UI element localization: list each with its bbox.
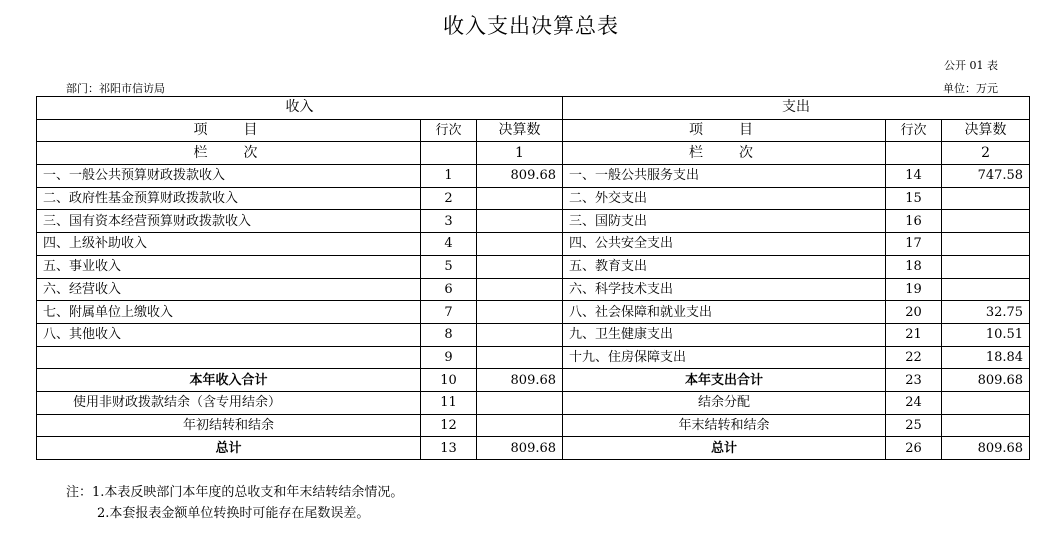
income-row-no: 10 bbox=[421, 369, 477, 392]
table-row bbox=[37, 187, 1030, 210]
income-row-no: 4 bbox=[421, 233, 477, 256]
expense-summary-item: 结余分配 bbox=[563, 391, 886, 414]
expense-item: 六、科学技术支出 bbox=[563, 278, 886, 301]
table-row bbox=[37, 346, 1030, 369]
expense-summary-item: 总计 bbox=[563, 437, 886, 460]
table-row bbox=[37, 233, 1030, 256]
table-body bbox=[37, 97, 1030, 460]
expense-row-no: 21 bbox=[886, 323, 942, 346]
expense-value bbox=[942, 210, 1030, 233]
income-value bbox=[477, 255, 563, 278]
expense-row-no: 14 bbox=[886, 165, 942, 188]
expense-item: 四、公共安全支出 bbox=[563, 233, 886, 256]
income-row-no-header: 行次 bbox=[421, 119, 477, 142]
income-row-no: 1 bbox=[421, 165, 477, 188]
expense-row-no: 20 bbox=[886, 301, 942, 324]
expense-value bbox=[942, 278, 1030, 301]
section-header-row bbox=[37, 97, 1030, 120]
expense-row-no: 26 bbox=[886, 437, 942, 460]
table-row bbox=[37, 323, 1030, 346]
table-row bbox=[37, 301, 1030, 324]
expense-item: 二、外交支出 bbox=[563, 187, 886, 210]
income-item: 四、上级补助收入 bbox=[37, 233, 421, 256]
income-summary-value: 809.68 bbox=[477, 437, 563, 460]
income-column-label: 栏次 bbox=[37, 142, 421, 165]
expense-value bbox=[942, 233, 1030, 256]
summary-row bbox=[37, 391, 1030, 414]
expense-item: 九、卫生健康支出 bbox=[563, 323, 886, 346]
income-item: 七、附属单位上缴收入 bbox=[37, 301, 421, 324]
income-row-no: 5 bbox=[421, 255, 477, 278]
expense-value: 747.58 bbox=[942, 165, 1030, 188]
income-item: 五、事业收入 bbox=[37, 255, 421, 278]
income-amount-header: 决算数 bbox=[477, 119, 563, 142]
expense-row-no: 18 bbox=[886, 255, 942, 278]
expense-value bbox=[942, 255, 1030, 278]
expense-value bbox=[942, 187, 1030, 210]
income-expense-table bbox=[36, 96, 1030, 460]
income-summary-value bbox=[477, 391, 563, 414]
column-header-row bbox=[37, 119, 1030, 142]
income-row-no: 3 bbox=[421, 210, 477, 233]
income-row-no: 7 bbox=[421, 301, 477, 324]
expense-item: 八、社会保障和就业支出 bbox=[563, 301, 886, 324]
expense-column-number: 2 bbox=[942, 142, 1030, 165]
expense-summary-item: 本年支出合计 bbox=[563, 369, 886, 392]
income-item: 三、国有资本经营预算财政拨款收入 bbox=[37, 210, 421, 233]
income-item: 一、一般公共预算财政拨款收入 bbox=[37, 165, 421, 188]
table-row bbox=[37, 278, 1030, 301]
income-summary-item: 本年收入合计 bbox=[37, 369, 421, 392]
expense-summary-value: 809.68 bbox=[942, 369, 1030, 392]
income-item: 二、政府性基金预算财政拨款收入 bbox=[37, 187, 421, 210]
unit-label: 单位：万元 bbox=[943, 82, 998, 95]
expense-item: 五、教育支出 bbox=[563, 255, 886, 278]
income-summary-item: 年初结转和结余 bbox=[37, 414, 421, 437]
expense-value: 18.84 bbox=[942, 346, 1030, 369]
table-row bbox=[37, 210, 1030, 233]
table-row bbox=[37, 165, 1030, 188]
income-column-blank bbox=[421, 142, 477, 165]
income-summary-item: 使用非财政拨款结余（含专用结余） bbox=[37, 391, 421, 414]
summary-row bbox=[37, 369, 1030, 392]
expense-row-no: 24 bbox=[886, 391, 942, 414]
expense-summary-value bbox=[942, 391, 1030, 414]
income-value bbox=[477, 278, 563, 301]
income-value bbox=[477, 346, 563, 369]
income-row-no: 9 bbox=[421, 346, 477, 369]
expense-row-no: 25 bbox=[886, 414, 942, 437]
income-item: 六、经营收入 bbox=[37, 278, 421, 301]
expense-row-no: 16 bbox=[886, 210, 942, 233]
income-row-no: 13 bbox=[421, 437, 477, 460]
income-value bbox=[477, 301, 563, 324]
expense-value: 10.51 bbox=[942, 323, 1030, 346]
report-title: 收入支出决算总表 bbox=[443, 14, 619, 38]
income-summary-value bbox=[477, 414, 563, 437]
expense-column-blank bbox=[886, 142, 942, 165]
footnote-1: 注：1.本表反映部门本年度的总收支和年末结转结余情况。 bbox=[66, 485, 404, 500]
footnotes bbox=[66, 482, 403, 524]
expense-summary-item: 年末结转和结余 bbox=[563, 414, 886, 437]
income-item: 八、其他收入 bbox=[37, 323, 421, 346]
income-row-no: 12 bbox=[421, 414, 477, 437]
expense-row-no-header: 行次 bbox=[886, 119, 942, 142]
expense-value: 32.75 bbox=[942, 301, 1030, 324]
income-summary-item: 总计 bbox=[37, 437, 421, 460]
expense-row-no: 15 bbox=[886, 187, 942, 210]
expense-item: 一、一般公共服务支出 bbox=[563, 165, 886, 188]
income-value bbox=[477, 187, 563, 210]
table-row bbox=[37, 255, 1030, 278]
summary-row bbox=[37, 437, 1030, 460]
expense-item: 十九、住房保障支出 bbox=[563, 346, 886, 369]
expense-column-label: 栏次 bbox=[563, 142, 886, 165]
income-row-no: 11 bbox=[421, 391, 477, 414]
income-row-no: 2 bbox=[421, 187, 477, 210]
footnote-2: 2.本套报表金额单位转换时可能存在尾数误差。 bbox=[97, 506, 370, 521]
expense-row-no: 23 bbox=[886, 369, 942, 392]
form-number: 公开 01 表 bbox=[944, 59, 998, 72]
income-value: 809.68 bbox=[477, 165, 563, 188]
expense-section-header: 支出 bbox=[563, 97, 1030, 120]
income-value bbox=[477, 323, 563, 346]
expense-row-no: 17 bbox=[886, 233, 942, 256]
expense-row-no: 19 bbox=[886, 278, 942, 301]
expense-summary-value: 809.68 bbox=[942, 437, 1030, 460]
income-summary-value: 809.68 bbox=[477, 369, 563, 392]
expense-summary-value bbox=[942, 414, 1030, 437]
income-section-header: 收入 bbox=[37, 97, 563, 120]
income-item bbox=[37, 346, 421, 369]
income-row-no: 6 bbox=[421, 278, 477, 301]
department-label: 部门：祁阳市信访局 bbox=[66, 82, 165, 95]
expense-row-no: 22 bbox=[886, 346, 942, 369]
income-item-header: 项目 bbox=[37, 119, 421, 142]
column-number-row bbox=[37, 142, 1030, 165]
income-value bbox=[477, 233, 563, 256]
income-value bbox=[477, 210, 563, 233]
expense-item: 三、国防支出 bbox=[563, 210, 886, 233]
income-column-number: 1 bbox=[477, 142, 563, 165]
income-row-no: 8 bbox=[421, 323, 477, 346]
expense-item-header: 项目 bbox=[563, 119, 886, 142]
summary-row bbox=[37, 414, 1030, 437]
expense-amount-header: 决算数 bbox=[942, 119, 1030, 142]
